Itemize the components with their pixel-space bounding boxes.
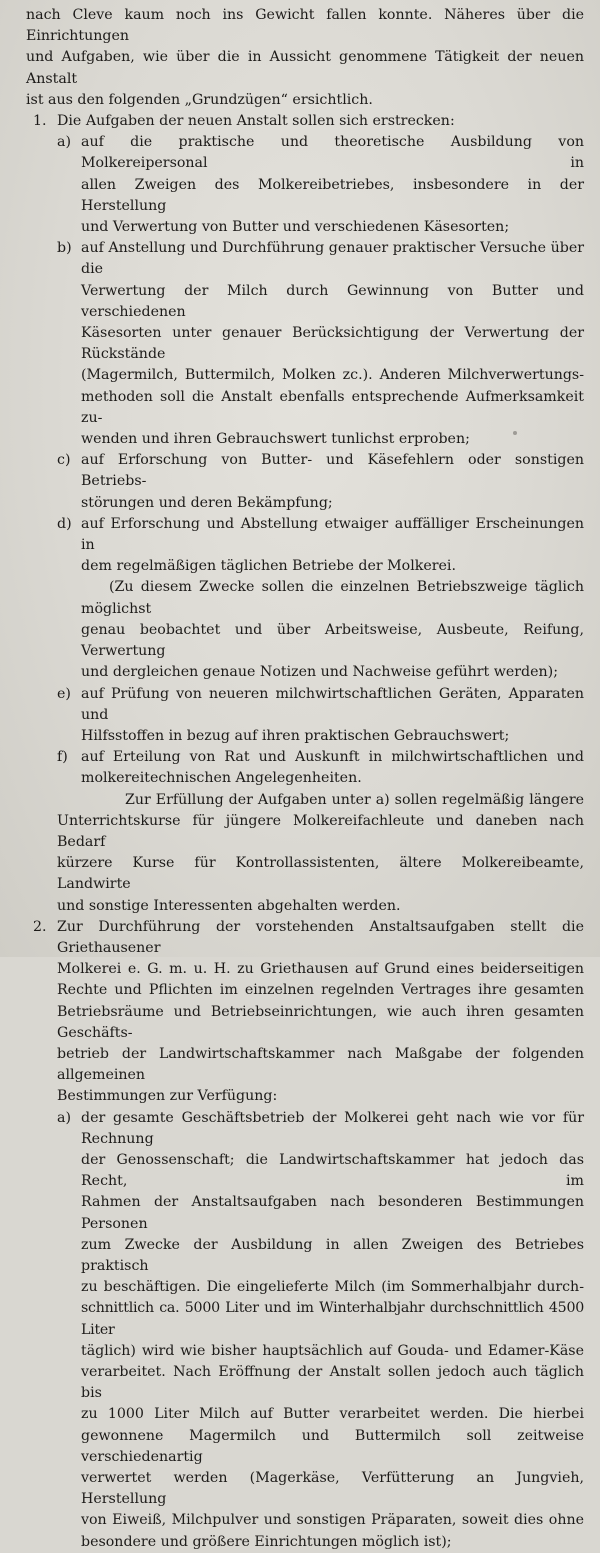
text-line: der gesamte Geschäftsbetrieb der Molkerei geht nach wie vor für Rechnung [81, 1109, 584, 1147]
text-line: Bestimmungen zur Verfügung: [57, 1088, 278, 1105]
text-line: ist aus den folgenden „Grundzügen“ ersichtlich. [26, 91, 373, 108]
list-item-c [26, 450, 584, 514]
section-1 [26, 111, 584, 132]
text-line: Hilfsstoffen in bezug auf ihren praktischen Gebrauchswert; [81, 727, 510, 744]
intro-paragraph [26, 5, 584, 111]
text-line: auf die praktische und theoretische Ausbildung von Molkereipersonal in [81, 134, 584, 172]
text-line: molkereitechnischen Angelegenheiten. [81, 770, 362, 787]
text-line: allen Zweigen des Molkereibetriebes, insbesondere in der Herstellung [81, 176, 584, 214]
text-line: verarbeitet. Nach Eröffnung der Anstalt sollen jedoch auch täglich bis [81, 1364, 584, 1402]
text-line: zu beschäftigen. Die eingelieferte Milch (im Sommerhalbjahr durch- [81, 1279, 584, 1296]
text-line: Molkerei e. G. m. u. H. zu Griethausen auf Grund eines beiderseitigen [57, 961, 584, 978]
section-2 [26, 917, 584, 1108]
text-line: gewonnene Magermilch und Buttermilch soll zeitweise verschiedenartig [81, 1427, 584, 1465]
list-item-a [26, 132, 584, 238]
text-line: täglich) wird wie bisher hauptsächlich auf Gouda- und Edamer-Käse [81, 1342, 584, 1359]
text-line: von Eiweiß, Milchpulver und sonstigen Präparaten, soweit dies ohne [81, 1512, 584, 1529]
text-line: Verwertung der Milch durch Gewinnung von Butter und verschiedenen [81, 282, 584, 320]
text-line: besondere und größere Einrichtungen möglich ist); [81, 1533, 452, 1550]
text-line: und dergleichen genaue Notizen und Nachweise geführt werden); [81, 664, 558, 681]
text-line: betrieb der Landwirtschaftskammer nach Maßgabe der folgenden allgemeinen [57, 1045, 584, 1084]
item-letter: d) [57, 515, 72, 532]
text-line: Betriebsräume und Betriebseinrichtungen, wie auch ihren gesamten Geschäfts- [57, 1003, 584, 1041]
text-line: auf Erforschung und Abstellung etwaiger auffälliger Erscheinungen in [81, 515, 584, 554]
section-number: 1. [33, 113, 47, 130]
text-line: auf Anstellung und Durchführung genauer praktischer Versuche über die [81, 240, 584, 278]
text-line: Rahmen der Anstaltsaufgaben nach besonderen Bestimmungen Personen [81, 1194, 584, 1232]
text-line: auf Erteilung von Rat und Auskunft in milchwirtschaftlichen und [81, 749, 584, 766]
text-line: kürzere Kurse für Kontrollassistenten, ältere Molkereibeamte, Landwirte [57, 855, 584, 893]
closing-paragraph [26, 790, 584, 917]
text-line: der Genossenschaft; die Landwirtschaftskammer hat jedoch das Recht, im [81, 1151, 584, 1190]
list-item-e [26, 684, 584, 748]
text-line: (Magermilch, Buttermilch, Molken zc.). Anderen Milchverwertungs- [81, 367, 584, 384]
section-lead: Die Aufgaben der neuen Anstalt sollen sich erstrecken: [57, 113, 455, 130]
item-letter: c) [57, 452, 71, 469]
list-item-b [26, 238, 584, 450]
text-line: nach Cleve kaum noch ins Gewicht fallen konnte. Näheres über die Einrichtungen [26, 7, 584, 45]
text-line: schnittlich ca. 5000 Liter und im Winterhalbjahr durchschnittlich 4500 Liter [81, 1300, 584, 1338]
list-item-2a [26, 1108, 584, 1553]
text-line: methoden soll die Anstalt ebenfalls entsprechende Aufmerksamkeit zu- [81, 388, 584, 426]
text-line: und Verwertung von Butter und verschiedenen Käsesorten; [81, 219, 510, 236]
list-item-f [26, 747, 584, 789]
text-line: dem regelmäßigen täglichen Betriebe der Molkerei. [81, 558, 456, 575]
note-paragraph [26, 577, 584, 683]
text-line: Zur Erfüllung der Aufgaben unter a) sollen regelmäßig längere [125, 791, 584, 808]
text-line: Käsesorten unter genauer Berücksichtigung der Verwertung der Rückstände [81, 325, 584, 363]
list-item-d [26, 514, 584, 578]
item-letter: e) [57, 685, 71, 702]
text-line: auf Erforschung von Butter- und Käsefehlern oder sonstigen Betriebs- [81, 452, 584, 490]
item-letter: a) [57, 1109, 71, 1126]
section-number: 2. [33, 918, 47, 935]
text-line: und sonstige Interessenten abgehalten werden. [57, 897, 401, 914]
text-line: Zur Durchführung der vorstehenden Anstaltsaufgaben stellt die Griethausener [57, 918, 584, 956]
text-line: Rechte und Pflichten im einzelnen regelnden Vertrages ihre gesamten [57, 982, 584, 999]
text-line: störungen und deren Bekämpfung; [81, 494, 333, 511]
text-line: zu 1000 Liter Milch auf Butter verarbeitet werden. Die hierbei [81, 1406, 584, 1423]
text-line: genau beobachtet und über Arbeitsweise, Ausbeute, Reifung, Verwertung [81, 621, 584, 660]
item-letter: b) [57, 240, 72, 257]
paper-speck [513, 431, 517, 435]
text-line: Unterrichtskurse für jüngere Molkereifachleute und daneben nach Bedarf [57, 812, 584, 850]
text-line: verwertet werden (Magerkäse, Verfütterung an Jungvieh, Herstellung [81, 1470, 584, 1508]
text-line: zum Zwecke der Ausbildung in allen Zweigen des Betriebes praktisch [81, 1236, 584, 1274]
text-line: und Aufgaben, wie über die in Aussicht genommene Tätigkeit der neuen Anstalt [26, 49, 584, 87]
text-line: (Zu diesem Zwecke sollen die einzelnen Betriebszweige täglich möglichst [81, 579, 584, 617]
item-letter: a) [57, 134, 71, 151]
text-line: wenden und ihren Gebrauchswert tunlichst erproben; [81, 431, 470, 448]
text-line: auf Prüfung von neueren milchwirtschaftlichen Geräten, Apparaten und [81, 685, 584, 723]
item-letter: f) [57, 749, 68, 766]
